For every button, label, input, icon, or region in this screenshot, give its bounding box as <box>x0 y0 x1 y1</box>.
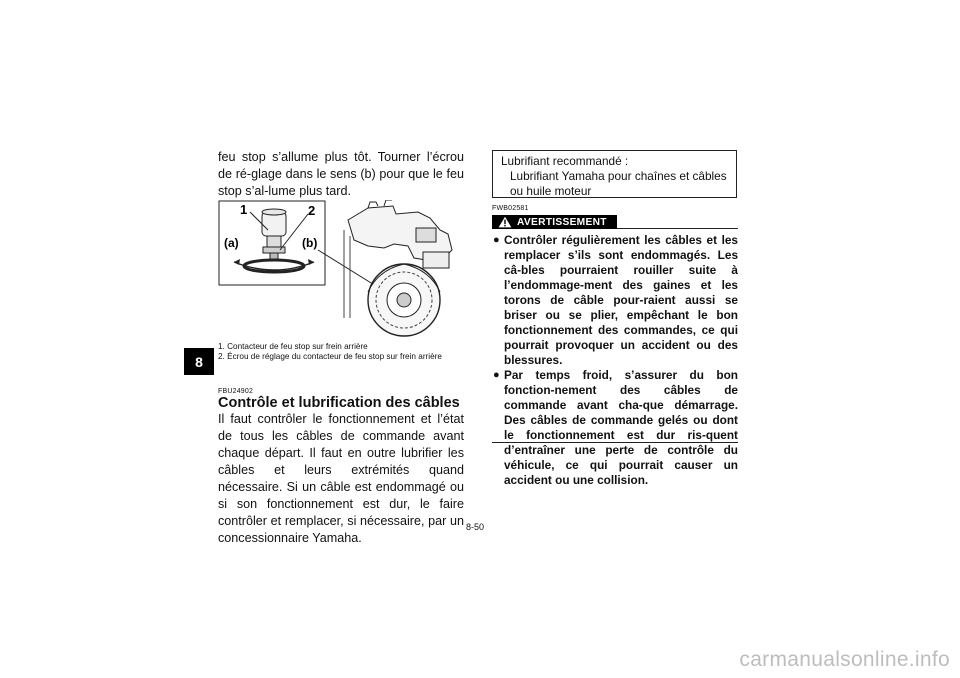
section-tab: 8 <box>184 348 214 375</box>
section-title: Contrôle et lubrification des câbles <box>218 395 460 411</box>
caption-1: 1. Contacteur de feu stop sur frein arrière <box>218 342 368 351</box>
lubricant-box <box>492 150 737 198</box>
page-number: 8-50 <box>466 522 485 532</box>
warning-code: FWB02581 <box>492 205 529 212</box>
figure-label-a: (a) <box>224 236 239 250</box>
warning-badge <box>492 215 617 229</box>
figure-label-b: (b) <box>302 236 318 250</box>
warning-item-text: Contrôler régulièrement les câbles et les remplacer s’ils sont endommagés. Les câ-bles pourraient rouiller suite à l’endommage-ment des gaines et les torons de câble pour-raient aussi se briser ou se plier, empêchant le bon fonctionnement des commandes, ce qui pourrait provoquer un accident ou des blessures. <box>504 233 738 367</box>
section-code: FBU24902 <box>218 388 254 395</box>
figure-label-2: 2 <box>308 203 316 218</box>
warning-item-text: Par temps froid, s’assurer du bon fonction-nement des câbles de commande avant cha-que démarrage. Des câbles de commande gelés ou dont le fonctionnement est dur ris-quent d’entraîner une perte de contrôle du véhicule, ce qui pourrait causer un accident ou une collision. <box>504 368 738 487</box>
warning-item <box>493 368 738 488</box>
figure-illustration <box>218 200 464 338</box>
warning-end-rule <box>492 442 738 443</box>
lubricant-value: Lubrifiant Yamaha pour chaînes et câbles ou huile moteur <box>510 169 727 198</box>
warning-header <box>492 213 738 231</box>
bullet-icon: ● <box>493 369 500 381</box>
warning-rule <box>617 228 738 229</box>
section-body: Il faut contrôler le fonctionnement et l’état de tous les câbles de commande avant chaque départ. Il faut en outre lubrifier les câbles et leurs extrémités quand nécessaire. Si un câble est endommagé ou si son fonctionnement est dur, le faire contrôler et remplacer, si nécessaire, par un concessionnaire Yamaha. <box>218 412 464 545</box>
caption-2: 2. Écrou de réglage du contacteur de feu stop sur frein arrière <box>218 352 442 361</box>
intro-paragraph: feu stop s’allume plus tôt. Tourner l’écrou de ré-glage dans le sens (b) pour que le feu stop s’al-lume plus tard. <box>218 150 464 198</box>
figure-label-1: 1 <box>240 202 248 217</box>
bullet-icon: ● <box>493 234 500 246</box>
warning-list <box>493 233 738 488</box>
figure-captions <box>218 342 464 362</box>
warning-label: AVERTISSEMENT <box>517 216 607 228</box>
warning-triangle-icon <box>498 216 512 228</box>
warning-item <box>493 233 738 368</box>
brake-switch-figure <box>218 200 464 338</box>
watermark: carmanualsonline.info <box>739 648 950 671</box>
lubricant-heading: Lubrifiant recommandé : <box>501 154 629 168</box>
